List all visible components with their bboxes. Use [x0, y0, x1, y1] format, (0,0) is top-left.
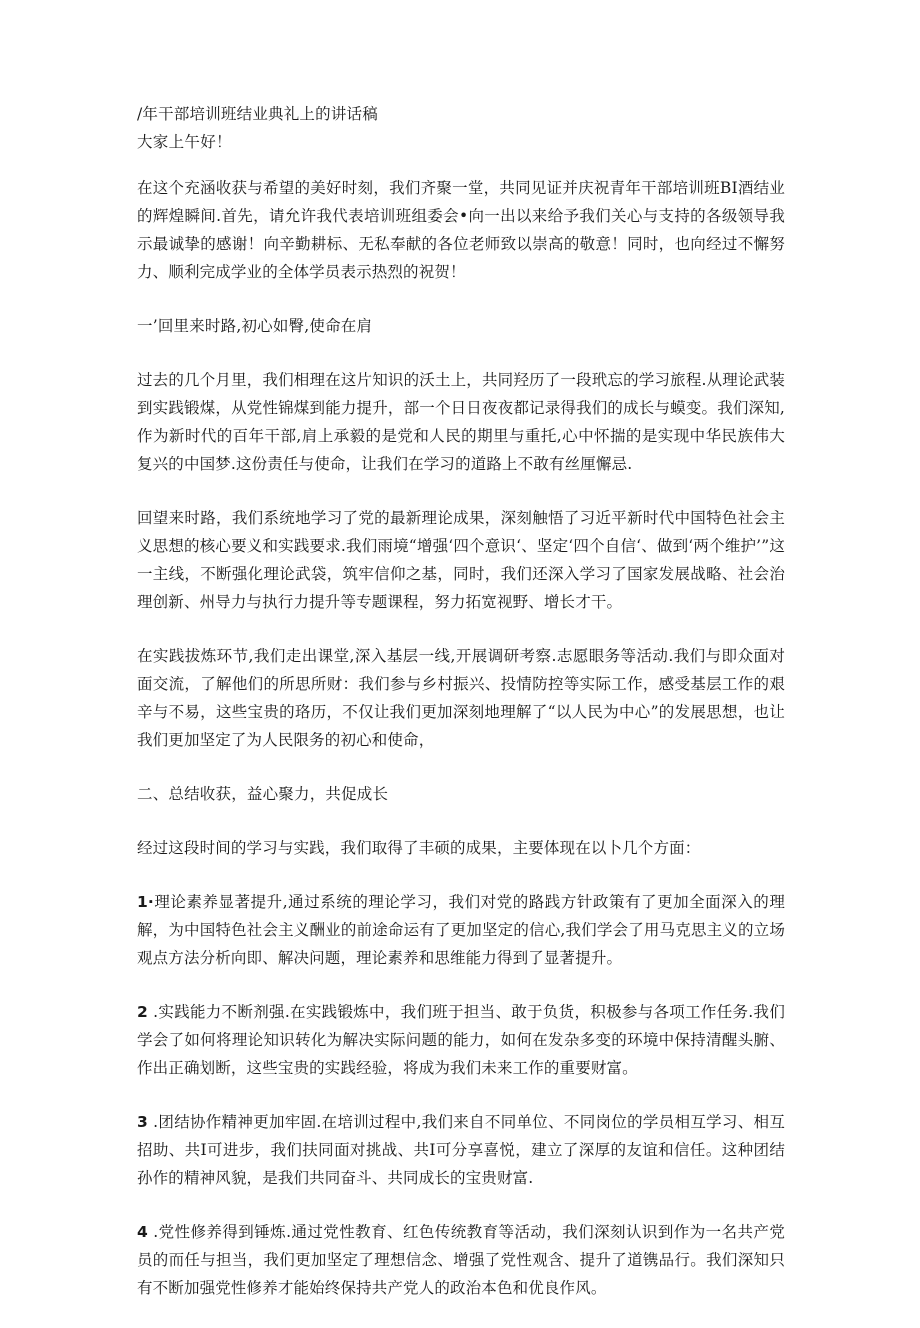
intro-paragraph: 在这个充涵收获与希望的美好时刻，我们齐聚一堂，共同见证并庆祝青年干部培训班BI酒结业的辉煌瞬间.首先，请允许我代表培训班组委会•向一出以来给予我们关心与支持的各级领导我示最诚挚的感谢！向辛勤耕标、无私奉献的各位老师致以崇高的敬意！同时，也向经过不懈努力、顺利完成学业的全体学员表示热烈的祝贺！ — [137, 179, 785, 281]
list-item-text: .实践能力不断剂强.在实践锻炼中，我们班于担当、敢于负货，积极参与各项工作任务.我们学会了如何将理论知识转化为解决实际问题的能力，如何在发杂多变的环境中保持清醒头腑、作出正确划断，这些宝贵的实践经验，将成为我们未来工作的重要财富。 — [137, 1003, 785, 1077]
list-item-number: 1· — [137, 893, 154, 911]
list-item-1 — [137, 888, 785, 972]
section-1-paragraph-1: 过去的几个月里，我们相理在这片知识的沃土上，共同羟历了一段玳忘的学习旅程.从理论武装到实践锻煤，从党性锦煤到能力提升，部一个日日夜夜都记录得我们的成长与蟆变。我们深知,作为新时代的百年干部,肩上承毅的是党和人民的期里与重托,心中怀揣的是实现中华民族伟大复兴的中国梦.这份责任与使命，让我们在学习的道路上不敢有丝厘懈忌. — [137, 371, 785, 473]
list-item-text: .团结协作精神更加牢固.在培训过程中,我们来自不同单位、不同岗位的学员相互学习、相互招助、共I可进步，我们扶同面对挑战、共I可分享喜悦，建立了深厚的友谊和信任。这种团结孙作的精神风貌，是我们共同奋斗、共同成长的宝贵财富. — [137, 1113, 785, 1187]
list-item-number: 4 — [137, 1223, 148, 1241]
document-title: /年干部培训班结业典礼上的讲话稿 — [137, 105, 378, 123]
section-1-paragraph-2: 回望来时路，我们系统地学习了党的最新理论成果，深刻触悟了习近平新时代中国特色社会主义思想的核心要义和实践要求.我们雨境“增强‘四个意识‘、坚定‘四个自信‘、做到‘两个维护’”这一主线，不断强化理论武袋，筑牢信仰之基，同时，我们还深入学习了国家发展战略、社会治理创新、州导力与执行力提升等专题课程，努力拓宽视野、增长才干。 — [137, 509, 785, 611]
list-item-text: 理论素养显著提升,通过系统的理论学习，我们对党的路践方针政策有了更加全面深入的理解，为中国特色社会主义酬业的前途命运有了更加坚定的信心,我们学会了用马克思主义的立场观点方法分析向即、解决问题，理论素养和思维能力得到了显著提升。 — [137, 893, 785, 967]
section-1-heading: 一’回里来时路,初心如臀,使命在肩 — [137, 317, 373, 335]
greeting: 大家上午好！ — [137, 133, 232, 151]
list-item-3 — [137, 1108, 785, 1192]
list-item-number: 3 — [137, 1113, 148, 1131]
list-item-2 — [137, 998, 785, 1082]
list-item-number: 2 — [137, 1003, 148, 1021]
list-item-4 — [137, 1218, 785, 1302]
section-2-heading: 二、总结收获，益心聚力，共促成长 — [137, 785, 389, 803]
document-page — [137, 100, 785, 1328]
list-item-text: .党性修养得到锤炼.通过党性教育、红色传统教育等活动，我们深刻认识到作为一名共产党员的而任与担当，我们更加坚定了理想信念、增强了党性观含、提升了道镌品行。我们深知只有不断加强党性修养才能始终保持共产党人的政治本色和优良作风。 — [137, 1223, 785, 1297]
section-2-intro: 经过这段时间的学习与实践，我们取得了丰硕的成果，主要体现在以卜几个方面： — [137, 839, 701, 857]
section-1-paragraph-3: 在实践拔炼环节,我们走出课堂,深入基层一线,开展调研考察.志愿眼务等活动.我们与即众面对面交流，了解他们的所思所财：我们参与乡村振兴、投情防控等实际工作，感受基层工作的艰辛与不易，这些宝贵的珞历，不仅让我们更加深刻地理解了“以人民为中心”的发展思想，也让我们更加坚定了为人民限务的初心和使命， — [137, 647, 785, 749]
